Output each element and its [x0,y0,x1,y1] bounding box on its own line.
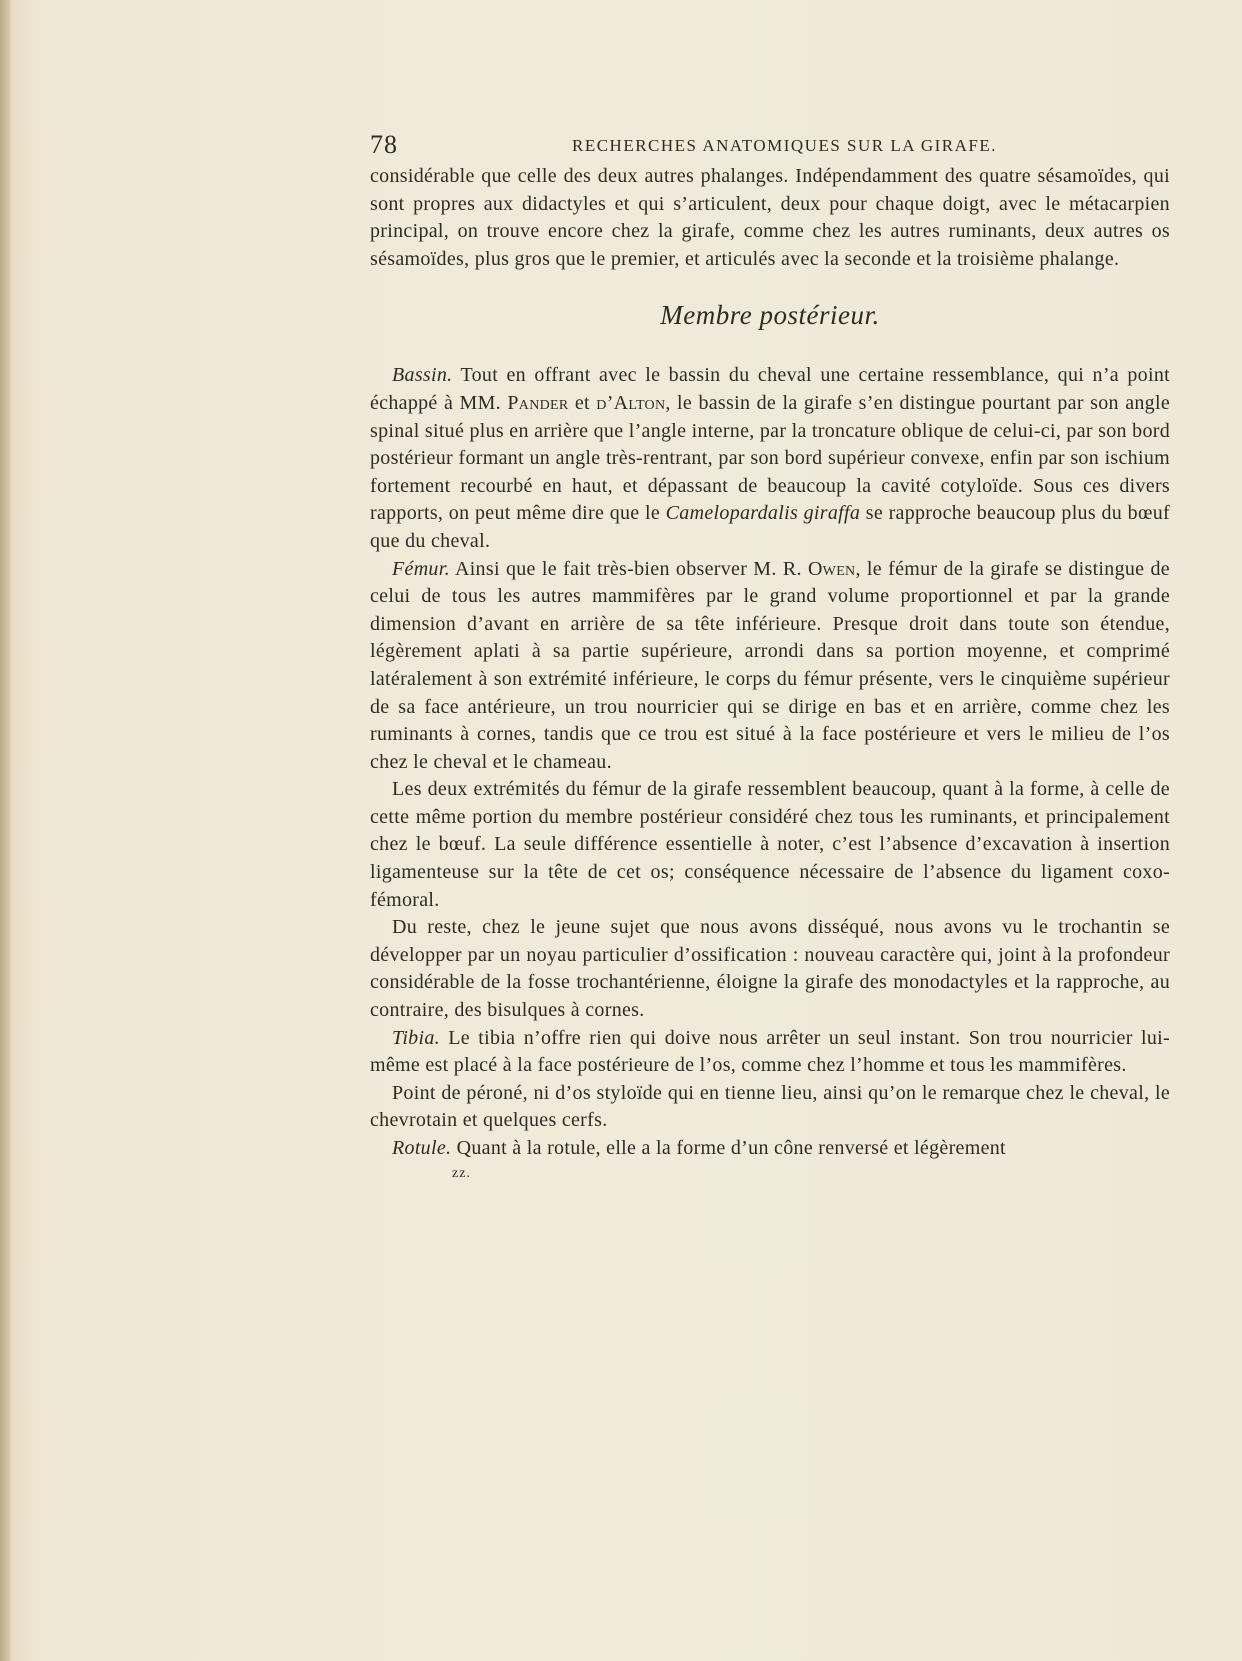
running-title: RECHERCHES ANATOMIQUES SUR LA GIRAFE. [572,136,997,155]
author-name-pander: Pander [507,391,569,414]
paragraph-femur-extremities: Les deux extrémités du fémur de la girafe ressemblent beaucoup, quant à la forme, à celle de cette même portion du membre postérieur considéré chez tous les ruminants, et principalement chez le bœuf. La seule différence essentielle à noter, c’est l’absence d’excavation à insertion ligamenteuse sur la tête de cet os; conséquence nécessaire de l’absence du ligament coxo-fémoral. [370,778,1170,911]
paragraph-perone: Point de péroné, ni d’os styloïde qui en tienne lieu, ainsi qu’on le remarque chez le cheval, le chevrotain et quelques cerfs. [370,1081,1170,1132]
section-heading: Membre postérieur. [660,300,880,331]
page-binding-edge [0,0,10,1661]
paragraph-trochantin: Du reste, chez le jeune sujet que nous avons disséqué, nous avons vu le trochantin se développer par un noyau particulier d’ossification : nouveau caractère qui, joint à la profondeur considérable de la fosse trochantérienne, éloigne la girafe des monodactyles et la rapproche, au contraire, des bisulques à cornes. [370,916,1170,1022]
paragraph-text: Le tibia n’offre rien qui doive nous arrêter un seul instant. Son trou nourricier lui-même est placé à la face postérieure de l’os, comme chez l’homme et tous les mammifères. [370,1026,1170,1077]
species-name: Camelopardalis giraffa [665,502,861,525]
text-block [370,130,1170,1183]
paragraph-phalanges: considérable que celle des deux autres phalanges. Indépendamment des quatre sésamoïdes, qui sont propres aux didactyles et qui s’articulent, deux pour chaque doigt, avec le métacarpien principal, on trouve encore chez la girafe, comme chez les autres ruminants, deux autres os sésamoïdes, plus gros que le premier, et articulés avec la seconde et la troisième phalange. [370,165,1170,270]
paragraph-text: se rapproche beaucoup plus du bœuf que du cheval. [370,502,1170,552]
paragraph-femur [370,556,1170,777]
paragraph-bassin [370,362,1170,555]
paragraph-rotule [370,1135,1170,1163]
page-number: 78 [370,130,398,159]
paragraph-tibia [370,1025,1170,1080]
run-in-heading-rotule: Rotule. [392,1137,452,1159]
paragraph-text: , le fémur de la girafe se distingue de celui de tous les autres mammifères par le grand volume proportionnel et par la grande dimension d’avant en arrière de sa tête inférieure. Presque droit dans toute son étendue, légèrement aplati à sa partie supérieure, arrondi dans sa portion moyenne, et comprimé latéralement à son extrémité inférieure, le corps du fémur présente, vers le cinquième supérieur de sa face antérieure, un trou nourricier qui se dirige en bas et en arrière, comme chez les ruminants à cornes, tandis que ce trou est situé à la face postérieure et vers le milieu de l’os chez le cheval et le chameau. [370,557,1170,773]
author-name-dalton: d’Alton [596,391,666,414]
paragraph-text: Ainsi que le fait très-bien observer M. R. [449,557,808,580]
run-in-heading-tibia: Tibia. [392,1026,440,1049]
paragraph-text: , le bassin de la girafe s’en distingue pourtant par son angle spinal situé plus en arrière que l’angle interne, par la troncature oblique de celui-ci, par son bord postérieur formant un angle très-rentrant, par son bord supérieur convexe, enfin par son ischium fortement recourbé en haut, et dépassant de beaucoup la cavité cotyloïde. Sous ces divers rapports, on peut même dire que le [370,391,1171,525]
paragraph-text: et [568,391,597,414]
run-in-heading-femur: Fémur. [392,557,450,580]
page-header [370,130,1170,160]
signature-mark: zz. [452,1165,471,1181]
run-in-heading-bassin: Bassin. [392,364,453,387]
author-name-owen: Owen [807,557,856,580]
paragraph-text: Tout en offrant avec le bassin du cheval une certaine ressemblance, qui n’a point échappé à MM. [370,364,1170,414]
paragraph-text: Quant à la rotule, elle a la forme d’un cône renversé et légèrement [451,1137,1006,1159]
